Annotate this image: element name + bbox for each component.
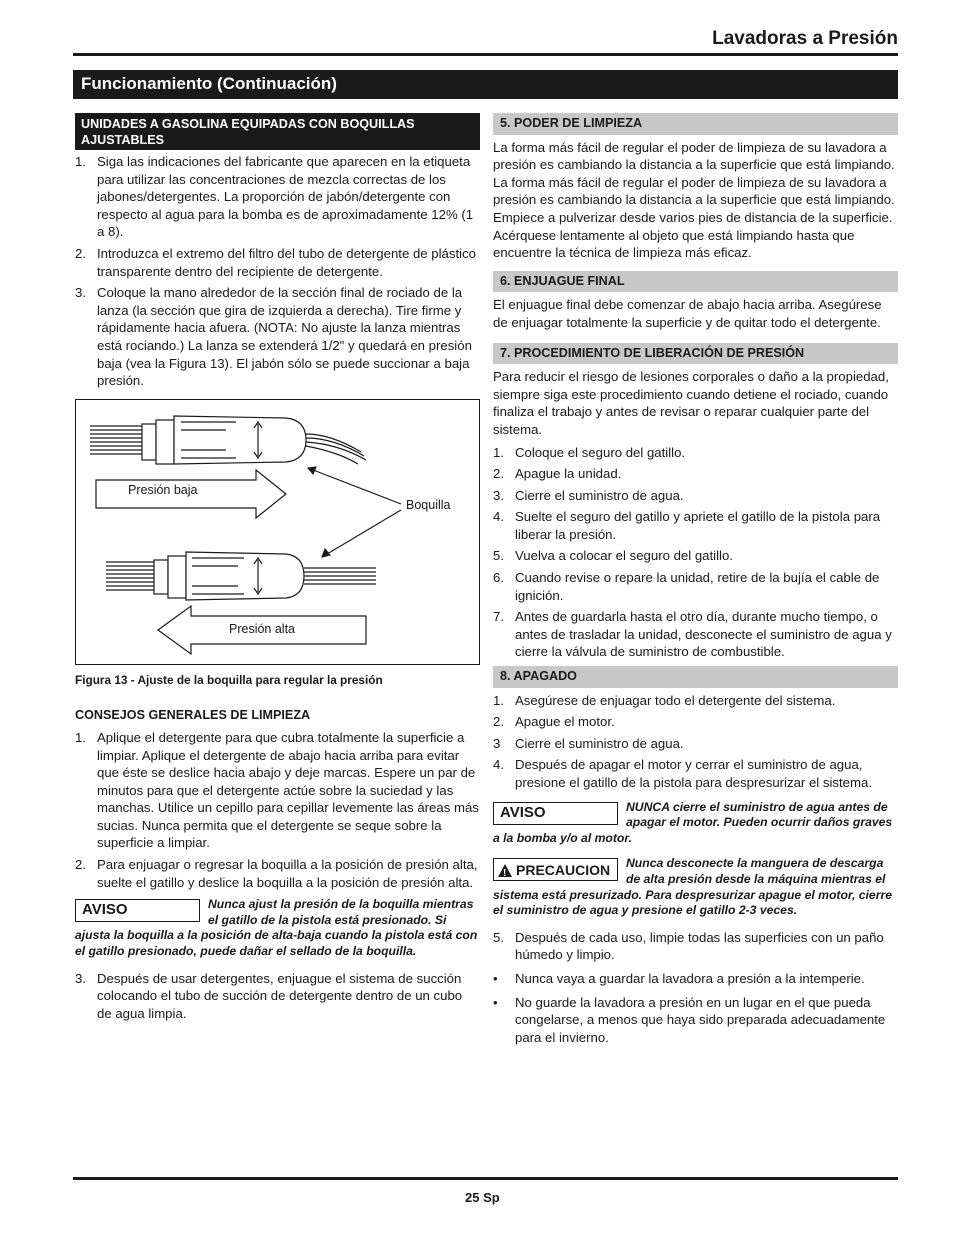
shutdown-steps-continued [493, 929, 898, 1047]
precaucion-badge [493, 858, 618, 881]
list-text: Aplique el detergente para que cubra totalmente la superficie a limpiar. Aplique el detergente de abajo hacia arriba para evitar que éste se deslice hacia abajo y deje marcas. Espere un par de minutos para que el detergente actúe sobre la suciedad y las manchas. Utilice un cepillo para cepillar levemente las áreas más sucias. Nunca permita que el detergente se seque sobre la superficie a limpiar. [97, 729, 479, 851]
list-number: 3. [75, 970, 86, 986]
paragraph-cleaning-power: La forma más fácil de regular el poder de limpieza de su lavadora a presión es cambiando la distancia a la superficie que está limpiando. La forma más fácil de regular el poder de limpieza de su lavadora a presión es cambiando la distancia a la superficie que está limpiando. Empiece a pulverizar desde varios pies de distancia de la superficie. Acérquese lentamente al objeto que está limpiando hasta que encuentre la técnica de limpieza más eficaz. [493, 139, 895, 261]
list-text: Coloque el seguro del gatillo. [515, 444, 686, 460]
right-column [493, 113, 898, 1050]
list-number: 1. [75, 729, 86, 745]
bullet: • [493, 994, 498, 1010]
list-item [493, 735, 898, 753]
high-pressure-wand [106, 552, 376, 600]
list-number: 5. [493, 929, 504, 945]
left-column [75, 113, 480, 1026]
heading-pressure-release: 7. PROCEDIMIENTO DE LIBERACIÓN DE PRESIÓN [493, 343, 898, 365]
list-item [75, 856, 480, 891]
list-item [493, 756, 898, 791]
notice-text: Nunca desconecte la manguera de descarga de alta presión desde la máquina mientras el sistema está presurizado. Para despresurizar apague el motor, cierre el suministro de agua y presione el gatillo 2-3 veces. [493, 856, 892, 918]
list-text: Cierre el suministro de agua. [515, 487, 684, 503]
list-text: Apague el motor. [515, 714, 615, 730]
list-text: Suelte el seguro del gatillo y apriete el gatillo de la pistola para liberar la presión. [515, 509, 881, 542]
list-number: 3. [75, 285, 86, 301]
aviso-badge: AVISO [493, 802, 618, 825]
warning-symbol: ! [503, 868, 507, 880]
list-item [493, 569, 898, 604]
list-item [75, 970, 480, 1023]
notice-text: NUNCA cierre el suministro de agua antes de apagar el motor. Pueden ocurrir daños graves a la bomba y/o al motor. [493, 799, 893, 845]
top-rule [73, 53, 898, 56]
list-text: Asegúrese de enjuagar todo el detergente del sistema. [515, 692, 836, 708]
list-text: Antes de guardarla hasta el otro día, durante mucho tiempo, o antes de trasladar la unidad, desconecte el suministro de agua y cierre la válvula de suministro de combustible. [515, 609, 892, 660]
list-item [493, 608, 898, 661]
list-number: 5. [493, 548, 504, 564]
heading-cleaning-power: 5. PODER DE LIMPIEZA [493, 113, 898, 135]
list-number: 1. [493, 692, 504, 708]
list-item [75, 284, 480, 390]
label-high-pressure: Presión alta [229, 621, 296, 636]
list-text: Después de cada uso, limpie todas las superficies con un paño húmedo y limpio. [515, 929, 884, 963]
list-number: 2. [75, 857, 86, 873]
list-text: Vuelva a colocar el seguro del gatillo. [515, 548, 733, 564]
low-pressure-wand [90, 416, 366, 464]
list-text: No guarde la lavadora a presión en un lugar en el que pueda congelarse, a menos que haya sido preparada adecuadamente para el invierno. [515, 994, 886, 1045]
list-number: 1. [75, 154, 86, 169]
list-text: Para enjuagar o regresar la boquilla a la posición de presión alta, suelte el gatillo y deslice la boquilla a la posición de presión alta. [97, 857, 478, 890]
list-text: Cierre el suministro de agua. [515, 735, 684, 751]
list-number: 4. [493, 757, 504, 773]
list-item [493, 444, 898, 462]
list-text: Introduzca el extremo del filtro del tubo de detergente de plástico transparente dentro del recipiente de detergente. [97, 245, 477, 279]
label-nozzle: Boquilla [406, 497, 451, 512]
list-text: Cuando revise o repare la unidad, retire de la bujía el cable de ignición. [515, 570, 880, 603]
list-item [493, 547, 898, 565]
list-item [75, 245, 480, 280]
tips-list [75, 729, 480, 891]
label-low-pressure: Presión baja [128, 482, 198, 497]
list-text: Siga las indicaciones del fabricante que aparecen en la etiqueta para utilizar las concentraciones de mezcla correctas de los jabones/detergentes. La proporción de jabón/detergente con respecto al agua para la bomba es de aproximadamente 12% (1 a 8). [97, 154, 474, 240]
list-text: Apague la unidad. [515, 466, 622, 482]
bullet: • [493, 970, 498, 986]
paragraph-pressure-release: Para reducir el riesgo de lesiones corporales o daño a la propiedad, siempre siga este procedimiento cuando detiene el rociado, cuando finaliza el trabajo y antes de revisar o reparar cualquier parte del sistema. [493, 369, 889, 437]
list-number: 2. [75, 245, 86, 261]
heading-final-rinse: 6. ENJUAGUE FINAL [493, 271, 898, 293]
subsection-heading-gasoline-units: UNIDADES A GASOLINA EQUIPADAS CON BOQUILLAS AJUSTABLES [75, 113, 480, 150]
list-item [493, 713, 898, 731]
list-item [493, 994, 898, 1047]
precaucion-label: PRECAUCION [516, 862, 611, 879]
figure-nozzle-adjustment [75, 399, 480, 665]
list-item [493, 487, 898, 505]
tips-heading: CONSEJOS GENERALES DE LIMPIEZA [75, 708, 311, 723]
list-number: 2. [493, 714, 504, 730]
list-number: 2. [493, 466, 504, 482]
list-text: Después de apagar el motor y cerrar el suministro de agua, presione el gatillo de la pistola para despresurizar el sistema. [515, 757, 872, 790]
list-text: Coloque la mano alrededor de la sección final de rociado de la lanza (la sección que gira de izquierda a derecha). Tire firme y rápidamente hacia afuera. (NOTA: No ajuste la lanza mientras está rociando.) La lanza se extenderá 1/2" y quedará en presión baja (vea la Figura 13). El jabón sólo se puede succionar a baja presión. [97, 285, 472, 389]
list-number: 7. [493, 609, 504, 625]
bottom-rule [73, 1177, 898, 1180]
tips-list-continued [75, 970, 480, 1023]
instructions-list [75, 153, 480, 390]
warning-triangle-icon [498, 864, 512, 880]
list-number: 6. [493, 570, 504, 586]
list-item [493, 970, 898, 988]
page-number: 25 Sp [465, 1190, 500, 1205]
list-item [75, 153, 480, 241]
shutdown-steps [493, 692, 898, 792]
list-text: Después de usar detergentes, enjuague el sistema de succión colocando el tubo de succión de detergente dentro de un cubo de agua limpia. [97, 970, 463, 1021]
page-title: Lavadoras a Presión [712, 28, 898, 49]
list-item [493, 465, 898, 483]
list-number: 3. [493, 487, 504, 503]
list-number: 1. [493, 444, 504, 460]
figure-caption: Figura 13 - Ajuste de la boquilla para regular la presión [75, 672, 383, 687]
notice-text: Nunca ajust la presión de la boquilla mientras el gatillo de la pistola está presionado. Si ajusta la boquilla a la posición de alta-baja cuando la pistola está con el gatillo presionado, puede dañar el sellado de la boquilla. [75, 897, 478, 959]
list-number: 3 [493, 735, 501, 751]
notice-aviso-water [493, 800, 898, 847]
notice-precaucion [493, 856, 898, 918]
aviso-badge: AVISO [75, 899, 200, 922]
list-item [75, 729, 480, 852]
section-title: Funcionamiento (Continuación) [73, 70, 898, 99]
list-number: 4. [493, 509, 504, 525]
notice-aviso-nozzle [75, 897, 480, 959]
list-item [493, 692, 898, 710]
nozzle-pointer-lines [308, 467, 401, 557]
list-item [493, 929, 898, 964]
heading-shutdown: 8. APAGADO [493, 666, 898, 688]
paragraph-final-rinse: El enjuague final debe comenzar de abajo hacia arriba. Asegúrese de enjuagar totalmente la superficie y de quitar todo el detergente. [493, 297, 882, 330]
pressure-release-steps [493, 444, 898, 662]
list-item [493, 508, 898, 543]
list-text: Nunca vaya a guardar la lavadora a presión a la intemperie. [515, 970, 865, 986]
